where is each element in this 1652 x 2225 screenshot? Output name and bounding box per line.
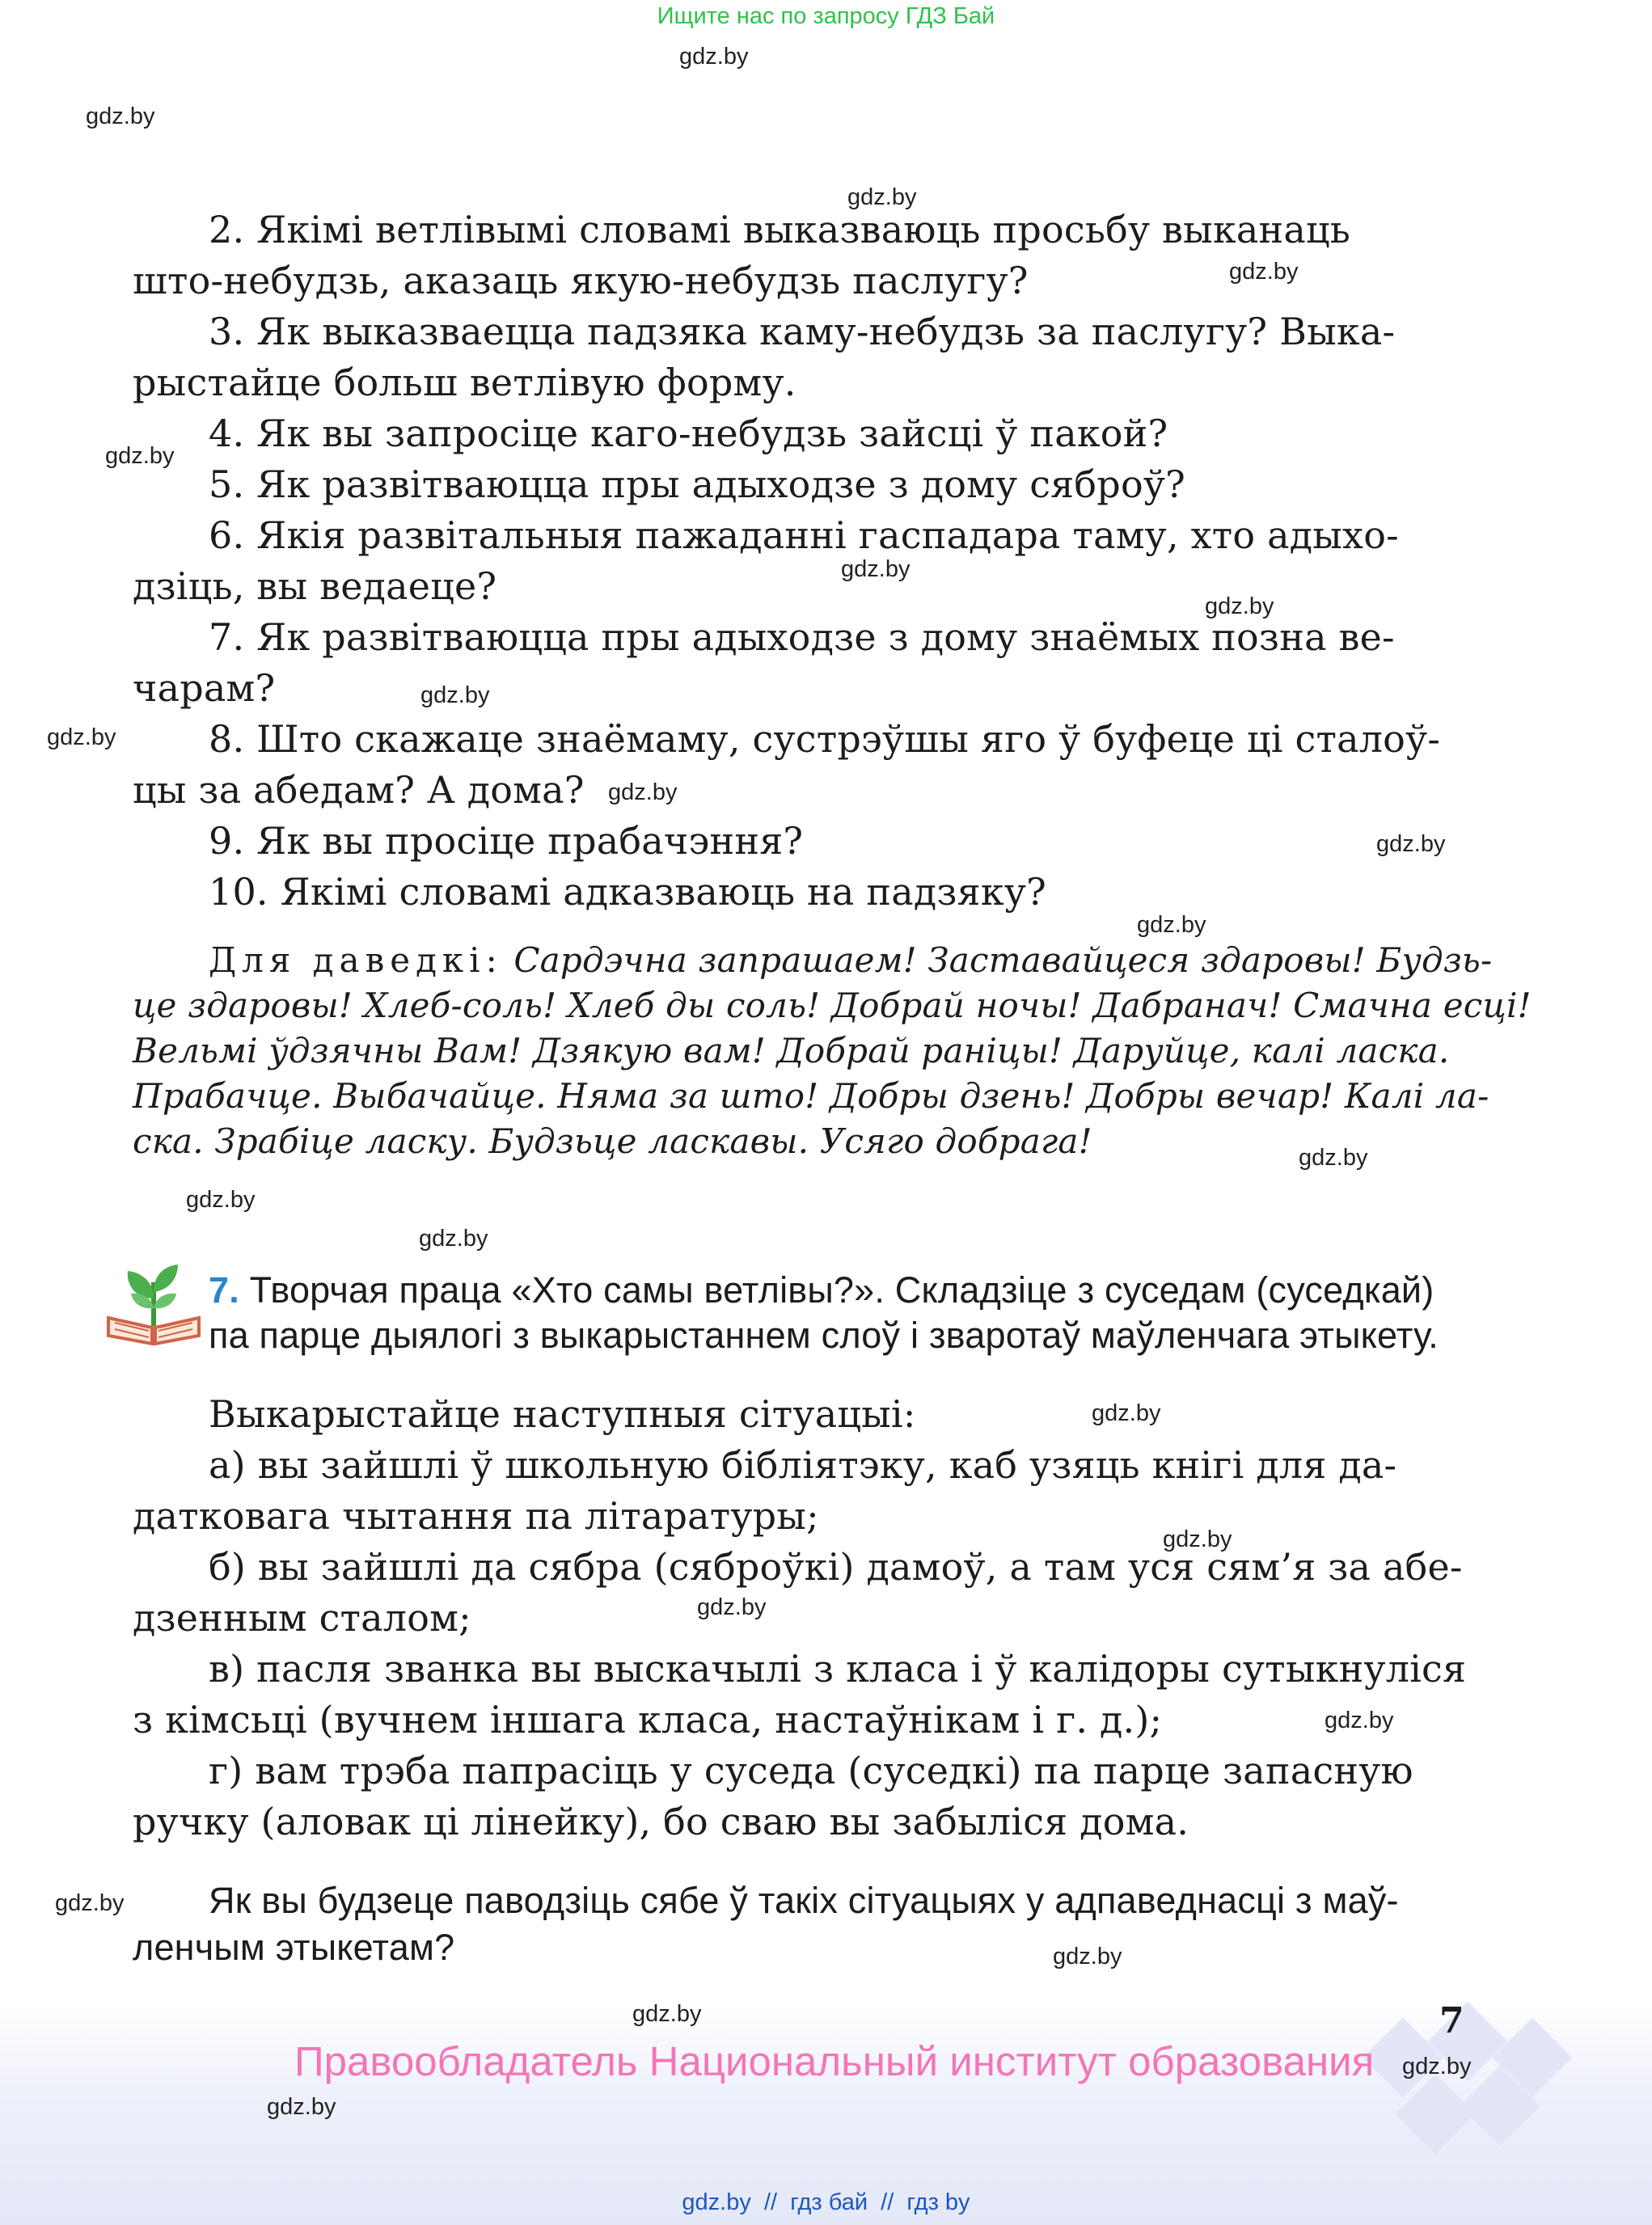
watermark: gdz.by bbox=[186, 1187, 256, 1213]
watermark: gdz.by bbox=[1092, 1400, 1161, 1426]
situation-b-line2: дзенным сталом; bbox=[133, 1596, 471, 1640]
watermark: gdz.by bbox=[55, 1890, 125, 1916]
situation-d-line1: г) вам трэба папрасіць у суседа (суседкі) па парце запасную bbox=[209, 1749, 1413, 1792]
reference-line: Сардэчна запрашаем! Заставайцеся здаровы! Будзь- bbox=[513, 940, 1493, 980]
watermark: gdz.by bbox=[47, 724, 116, 750]
reference-label: Для даведкі: bbox=[209, 940, 503, 980]
reference-line: ска. Зрабіце ласку. Будзьце ласкавы. Усяго добрага! bbox=[133, 1121, 1092, 1161]
question-10: 10. Якімі словамі адказваюць на падзяку? bbox=[209, 870, 1046, 914]
watermark: gdz.by bbox=[1402, 2054, 1472, 2079]
reference-line: Вельмі ўдзячны Вам! Дзякую вам! Добрай раніцы! Даруйце, калі ласка. bbox=[133, 1031, 1450, 1070]
exercise-title-line2: па парце дыялогі з выкарыстаннем слоў і зваротаў маўленчага этыкету. bbox=[209, 1315, 1439, 1356]
watermark: gdz.by bbox=[419, 1226, 488, 1252]
question-6-line2: дзіць, вы ведаеце? bbox=[133, 564, 497, 608]
watermark: gdz.by bbox=[847, 184, 917, 210]
situation-b-line1: б) вы зайшлі да сябра (сяброўкі) дамоў, а там уся сям’я за абе- bbox=[209, 1545, 1463, 1589]
watermark: gdz.by bbox=[679, 44, 749, 70]
watermark: gdz.by bbox=[841, 556, 911, 582]
copyright-notice: Правообладатель Национальный институт образования bbox=[294, 2038, 1375, 2084]
watermark: gdz.by bbox=[267, 2094, 336, 2120]
watermark: gdz.by bbox=[420, 682, 490, 708]
situation-c-line1: в) пасля званка вы выскачылі з класа і ў калідоры сутыкнуліся bbox=[209, 1647, 1467, 1691]
watermark: gdz.by bbox=[1299, 1145, 1368, 1171]
final-question-line2: ленчым этыкетам? bbox=[133, 1927, 455, 1968]
situation-c-line2: з кімсьці (вучнем іншага класа, настаўнікам і г. д.); bbox=[133, 1698, 1163, 1742]
question-7-line1: 7. Як развітваюцца пры адыходзе з дому знаёмых позна ве- bbox=[209, 615, 1395, 659]
question-8-line1: 8. Што скажаце знаёмаму, сустрэўшы яго ў буфеце ці сталоў- bbox=[209, 717, 1441, 761]
watermark: gdz.by bbox=[1229, 259, 1299, 285]
exercise-title-line1 bbox=[209, 1268, 1434, 1313]
situation-a-line1: а) вы зайшлі ў школьную бібліятэку, каб узяць кнігі для да- bbox=[209, 1443, 1397, 1487]
watermark: gdz.by bbox=[1376, 831, 1446, 857]
final-question-line1: Як вы будзеце паводзіць сябе ў такіх сітуацыях у адпаведнасці з маў- bbox=[209, 1880, 1399, 1921]
watermark: gdz.by bbox=[1325, 1708, 1394, 1733]
question-9: 9. Як вы просіце прабачэння? bbox=[209, 819, 804, 863]
top-banner: Ищите нас по запросу ГДЗ Бай bbox=[657, 3, 995, 29]
page-number: 7 bbox=[1439, 2000, 1464, 2041]
exercise-intro: Выкарыстайце наступныя сітуацыі: bbox=[209, 1392, 916, 1436]
exercise-number: 7. bbox=[209, 1269, 239, 1311]
watermark: gdz.by bbox=[632, 2001, 702, 2027]
watermark: gdz.by bbox=[1137, 912, 1206, 938]
watermark: gdz.by bbox=[697, 1594, 767, 1620]
watermark: gdz.by bbox=[1205, 593, 1274, 619]
watermark: gdz.by bbox=[1053, 1944, 1122, 1970]
question-5: 5. Як развітваюцца пры адыходзе з дому сяброў? bbox=[209, 462, 1185, 506]
reference-line: Прабачце. Выбачайце. Няма за што! Добры дзень! Добры вечар! Калі ла- bbox=[133, 1076, 1489, 1116]
question-7-line2: чарам? bbox=[133, 666, 276, 710]
question-3-line2: рыстайце больш ветлівую форму. bbox=[133, 361, 796, 404]
reference-line: це здаровы! Хлеб-соль! Хлеб ды соль! Добрай ночы! Дабранач! Смачна есці! bbox=[133, 986, 1532, 1025]
question-3-line1: 3. Як выказваецца падзяка каму-небудзь за паслугу? Выка- bbox=[209, 310, 1396, 353]
question-2-line2: што-небудзь, аказаць якую-небудзь паслугу? bbox=[133, 259, 1029, 302]
question-2-line1: 2. Якімі ветлівымі словамі выказваюць просьбу выканаць bbox=[209, 208, 1351, 251]
watermark: gdz.by bbox=[608, 779, 678, 805]
situation-a-line2: датковага чытання па літаратуры; bbox=[133, 1494, 819, 1538]
situation-d-line2: ручку (аловак ці лінейку), бо сваю вы забыліся дома. bbox=[133, 1800, 1189, 1843]
watermark: gdz.by bbox=[105, 443, 175, 469]
diamond-pattern-icon bbox=[1342, 1997, 1601, 2159]
sprout-book-icon bbox=[104, 1258, 204, 1349]
exercise-title-text: Творчая праца «Хто самы ветлівы?». Складзіце з суседам (суседкай) bbox=[249, 1269, 1434, 1311]
question-6-line1: 6. Якія развітальныя пажаданні гаспадара таму, хто адыхо- bbox=[209, 513, 1399, 557]
footer-links[interactable]: gdz.by // гдз бай // гдз by bbox=[682, 2189, 970, 2215]
watermark: gdz.by bbox=[1163, 1526, 1232, 1552]
question-8-line2: цы за абедам? А дома? bbox=[133, 768, 585, 812]
question-4: 4. Як вы запросіце каго-небудзь зайсці ў пакой? bbox=[209, 412, 1168, 455]
watermark: gdz.by bbox=[86, 103, 155, 129]
